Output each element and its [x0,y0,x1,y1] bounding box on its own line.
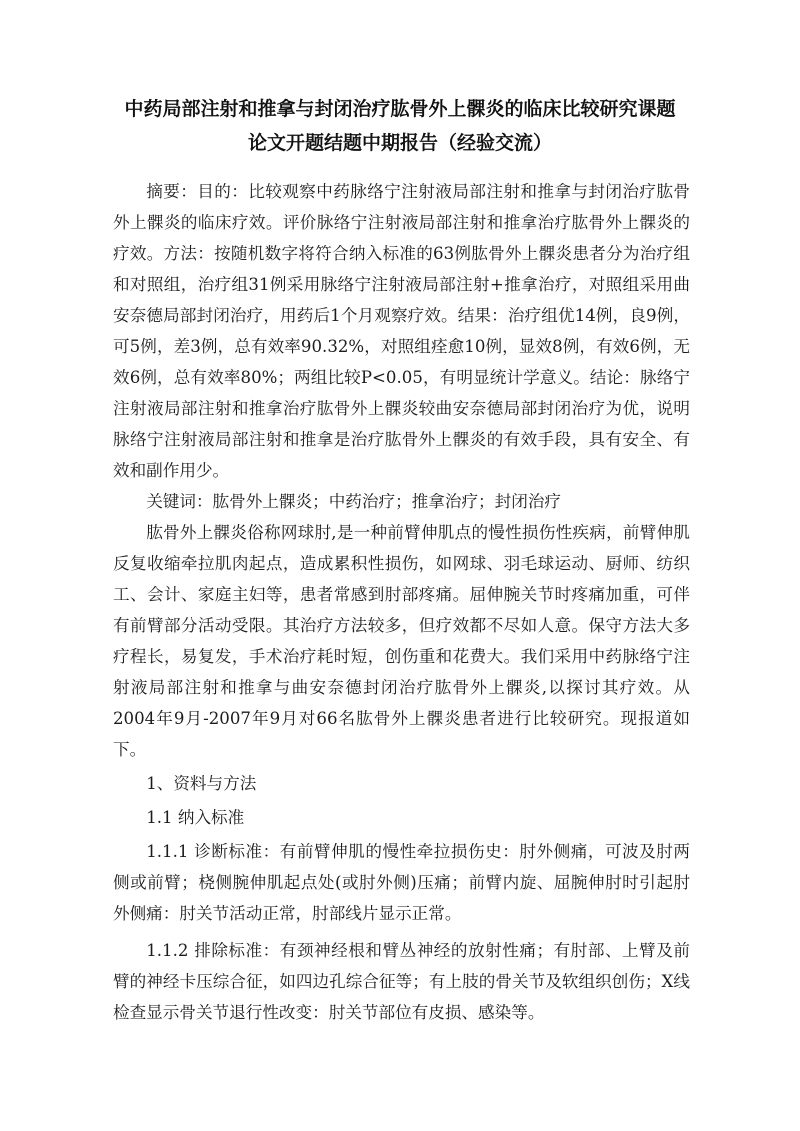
section-heading-materials-methods: 1、资料与方法 [146,774,257,793]
document-body [113,176,690,1028]
keywords-paragraph: 关键词：肱骨外上髁炎；中药治疗；推拿治疗；封闭治疗 [146,492,562,511]
diagnostic-criteria-paragraph: 1.1.1 诊断标准：有前臂伸肌的慢性牵拉损伤史：肘外侧痛，可波及肘两侧或前臂；桡侧腕伸肌起点处(或肘外侧)压痛；前臂内旋、屈腕伸肘时引起肘外侧痛：肘关节活动正常，肘部线片显示正常。 [113,842,690,923]
exclusion-criteria-paragraph: 1.1.2 排除标准：有颈神经根和臂丛神经的放射性痛；有肘部、上臂及前臂的神经卡压综合征，如四边孔综合征等；有上肢的骨关节及软组织创伤；X线检查显示骨关节退行性改变：肘关节部位有皮损、感染等。 [113,941,690,1022]
document-title-line-2: 论文开题结题中期报告（经验交流） [247,132,552,154]
document-title-line-1: 中药局部注射和推拿与封闭治疗肱骨外上髁炎的临床比较研究课题 [124,98,676,120]
subsection-heading-inclusion-criteria: 1.1 纳入标准 [146,808,245,827]
abstract-paragraph: 摘要：目的：比较观察中药脉络宁注射液局部注射和推拿与封闭治疗肱骨外上髁炎的临床疗效。评价脉络宁注射液局部注射和推拿治疗肱骨外上髁炎的疗效。方法：按随机数字将符合纳入标准的63例肱骨外上髁炎患者分为治疗组和对照组，治疗组31例采用脉络宁注射液局部注射+推拿治疗，对照组采用曲安奈德局部封闭治疗，用药后1个月观察疗效。结果：治疗组优14例，良9例，可5例，差3例，总有效率90.32%，对照组痊愈10例，显效8例，有效6例，无效6例，总有效率80%；两组比较P<0.05，有明显统计学意义。结论：脉络宁注射液局部注射和推拿治疗肱骨外上髁炎较曲安奈德局部封闭治疗为优，说明脉络宁注射液局部注射和推拿是治疗肱骨外上髁炎的有效手段，具有安全、有效和副作用少。 [113,182,690,480]
introduction-paragraph: 肱骨外上髁炎俗称网球肘,是一种前臂伸肌点的慢性损伤性疾病，前臂伸肌反复收缩牵拉肌肉起点，造成累积性损伤，如网球、羽毛球运动、厨师、纺织工、会计、家庭主妇等，患者常感到肘部疼痛。屈伸腕关节时疼痛加重，可伴有前臂部分活动受限。其治疗方法较多，但疗效都不尽如人意。保守方法大多疗程长，易复发，手术治疗耗时短，创伤重和花费大。我们采用中药脉络宁注射液局部注射和推拿与曲安奈德封闭治疗肱骨外上髁炎,以探讨其疗效。从2004年9月-2007年9月对66名肱骨外上髁炎患者进行比较研究。现报道如下。 [113,523,690,759]
